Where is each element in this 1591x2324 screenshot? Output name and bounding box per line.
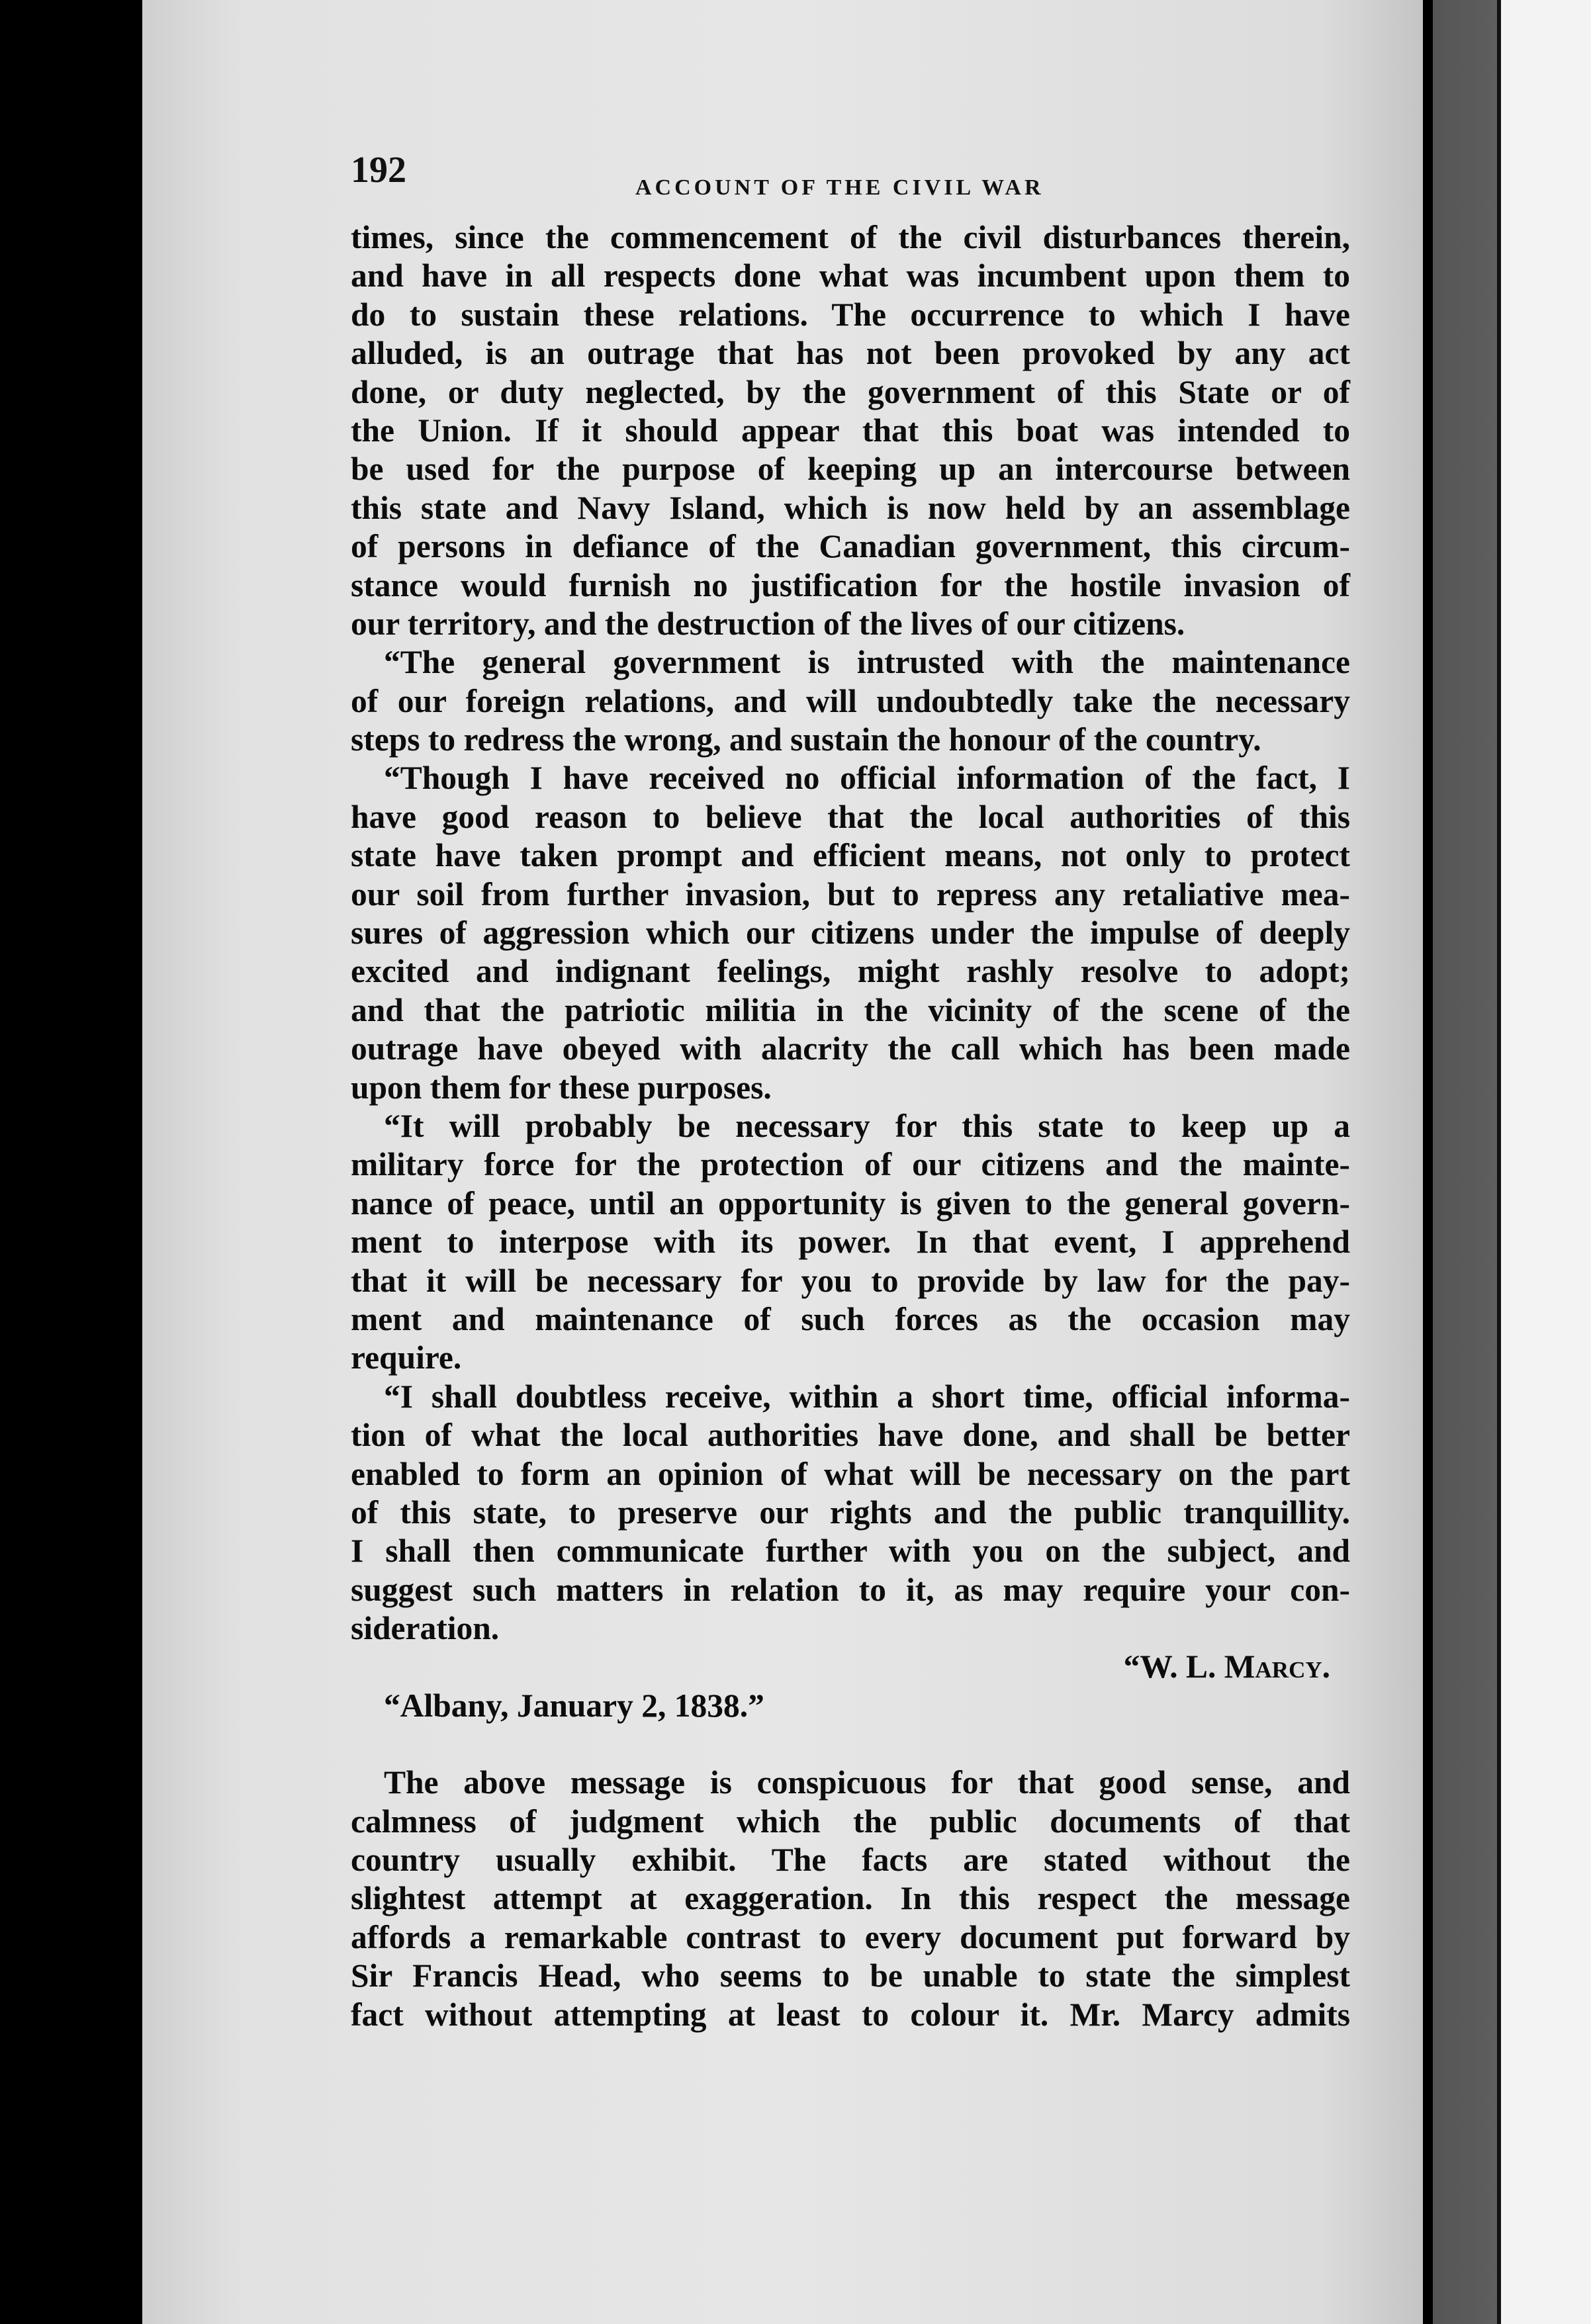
text-line: of this state, to preserve our rights and the public tranquillity. [351, 1494, 1350, 1531]
text-line: the Union. If it should appear that this boat was intended to [351, 412, 1350, 449]
text-line: slightest attempt at exaggeration. In this respect the message [351, 1880, 1350, 1917]
text-line: of our foreign relations, and will undoubtedly take the necessary [351, 682, 1350, 719]
page-number: 192 [351, 150, 406, 191]
text-line: sures of aggression which our citizens under the impulse of deeply [351, 915, 1350, 952]
text-line: fact without attempting at least to colour it. Mr. Marcy admits [351, 1996, 1350, 2033]
paragraph-gap [351, 1725, 1350, 1764]
text-line: alluded, is an outrage that has not been provoked by any act [351, 335, 1350, 372]
text-line: affords a remarkable contrast to every document put forward by [351, 1918, 1350, 1955]
text-line: times, since the commencement of the civil disturbances therein, [351, 219, 1350, 255]
text-line: done, or duty neglected, by the government of this State or of [351, 373, 1350, 410]
text-line: “Though I have received no official information of the fact, I [384, 760, 1350, 797]
text-line: The above message is conspicuous for that good sense, and [384, 1764, 1350, 1801]
signature: “W. L. Marcy. [1123, 1648, 1330, 1685]
text-line: this state and Navy Island, which is now held by an assemblage [351, 489, 1350, 526]
text-line: “It will probably be necessary for this state to keep up a [384, 1107, 1350, 1144]
text-line: and that the patriotic militia in the vicinity of the scene of the [351, 991, 1350, 1028]
body-text [351, 218, 1350, 2034]
text-line: ment to interpose with its power. In that event, I apprehend [351, 1224, 1350, 1261]
text-line: excited and indignant feelings, might rashly resolve to adopt; [351, 953, 1350, 990]
running-title: ACCOUNT OF THE CIVIL WAR [635, 175, 1044, 200]
text-line: steps to redress the wrong, and sustain the honour of the country. [351, 721, 1261, 758]
text-line: and have in all respects done what was incumbent upon them to [351, 257, 1350, 294]
text-line: tion of what the local authorities have done, and shall be better [351, 1417, 1350, 1454]
page-header [351, 149, 1350, 202]
text-line: “The general government is intrusted with the maintenance [384, 644, 1350, 681]
text-line: stance would furnish no justification for the hostile invasion of [351, 566, 1350, 603]
text-line: suggest such matters in relation to it, as may require your con- [351, 1571, 1350, 1608]
text-line: calmness of judgment which the public documents of that [351, 1803, 1350, 1840]
text-line: of persons in defiance of the Canadian government, this circum- [351, 528, 1350, 565]
text-line: outrage have obeyed with alacrity the call which has been made [351, 1030, 1350, 1067]
text-line: do to sustain these relations. The occurrence to which I have [351, 296, 1350, 333]
text-line: state have taken prompt and efficient means, not only to protect [351, 837, 1350, 874]
text-line: that it will be necessary for you to provide by law for the pay- [351, 1262, 1350, 1299]
dateline: “Albany, January 2, 1838.” [384, 1687, 764, 1724]
text-line: country usually exhibit. The facts are stated without the [351, 1842, 1350, 1879]
text-line: our soil from further invasion, but to repress any retaliative mea- [351, 875, 1350, 913]
text-line: upon them for these purposes. [351, 1069, 772, 1106]
scan-margin [1501, 0, 1591, 2324]
text-line: military force for the protection of our citizens and the mainte- [351, 1146, 1350, 1183]
text-line: “I shall doubtless receive, within a short time, official informa- [384, 1378, 1350, 1415]
text-line: Sir Francis Head, who seems to be unable to state the simplest [351, 1957, 1350, 1994]
text-line: enabled to form an opinion of what will be necessary on the part [351, 1455, 1350, 1492]
text-line: have good reason to believe that the local authorities of this [351, 798, 1350, 835]
text-line: require. [351, 1339, 462, 1376]
text-line: ment and maintenance of such forces as the occasion may [351, 1300, 1350, 1337]
text-line: our territory, and the destruction of the lives of our citizens. [351, 605, 1185, 642]
text-line: nance of peace, until an opportunity is given to the general govern- [351, 1184, 1350, 1222]
text-line: sideration. [351, 1610, 500, 1647]
text-line: be used for the purpose of keeping up an intercourse between [351, 451, 1350, 488]
text-line: I shall then communicate further with you on the subject, and [351, 1533, 1350, 1570]
